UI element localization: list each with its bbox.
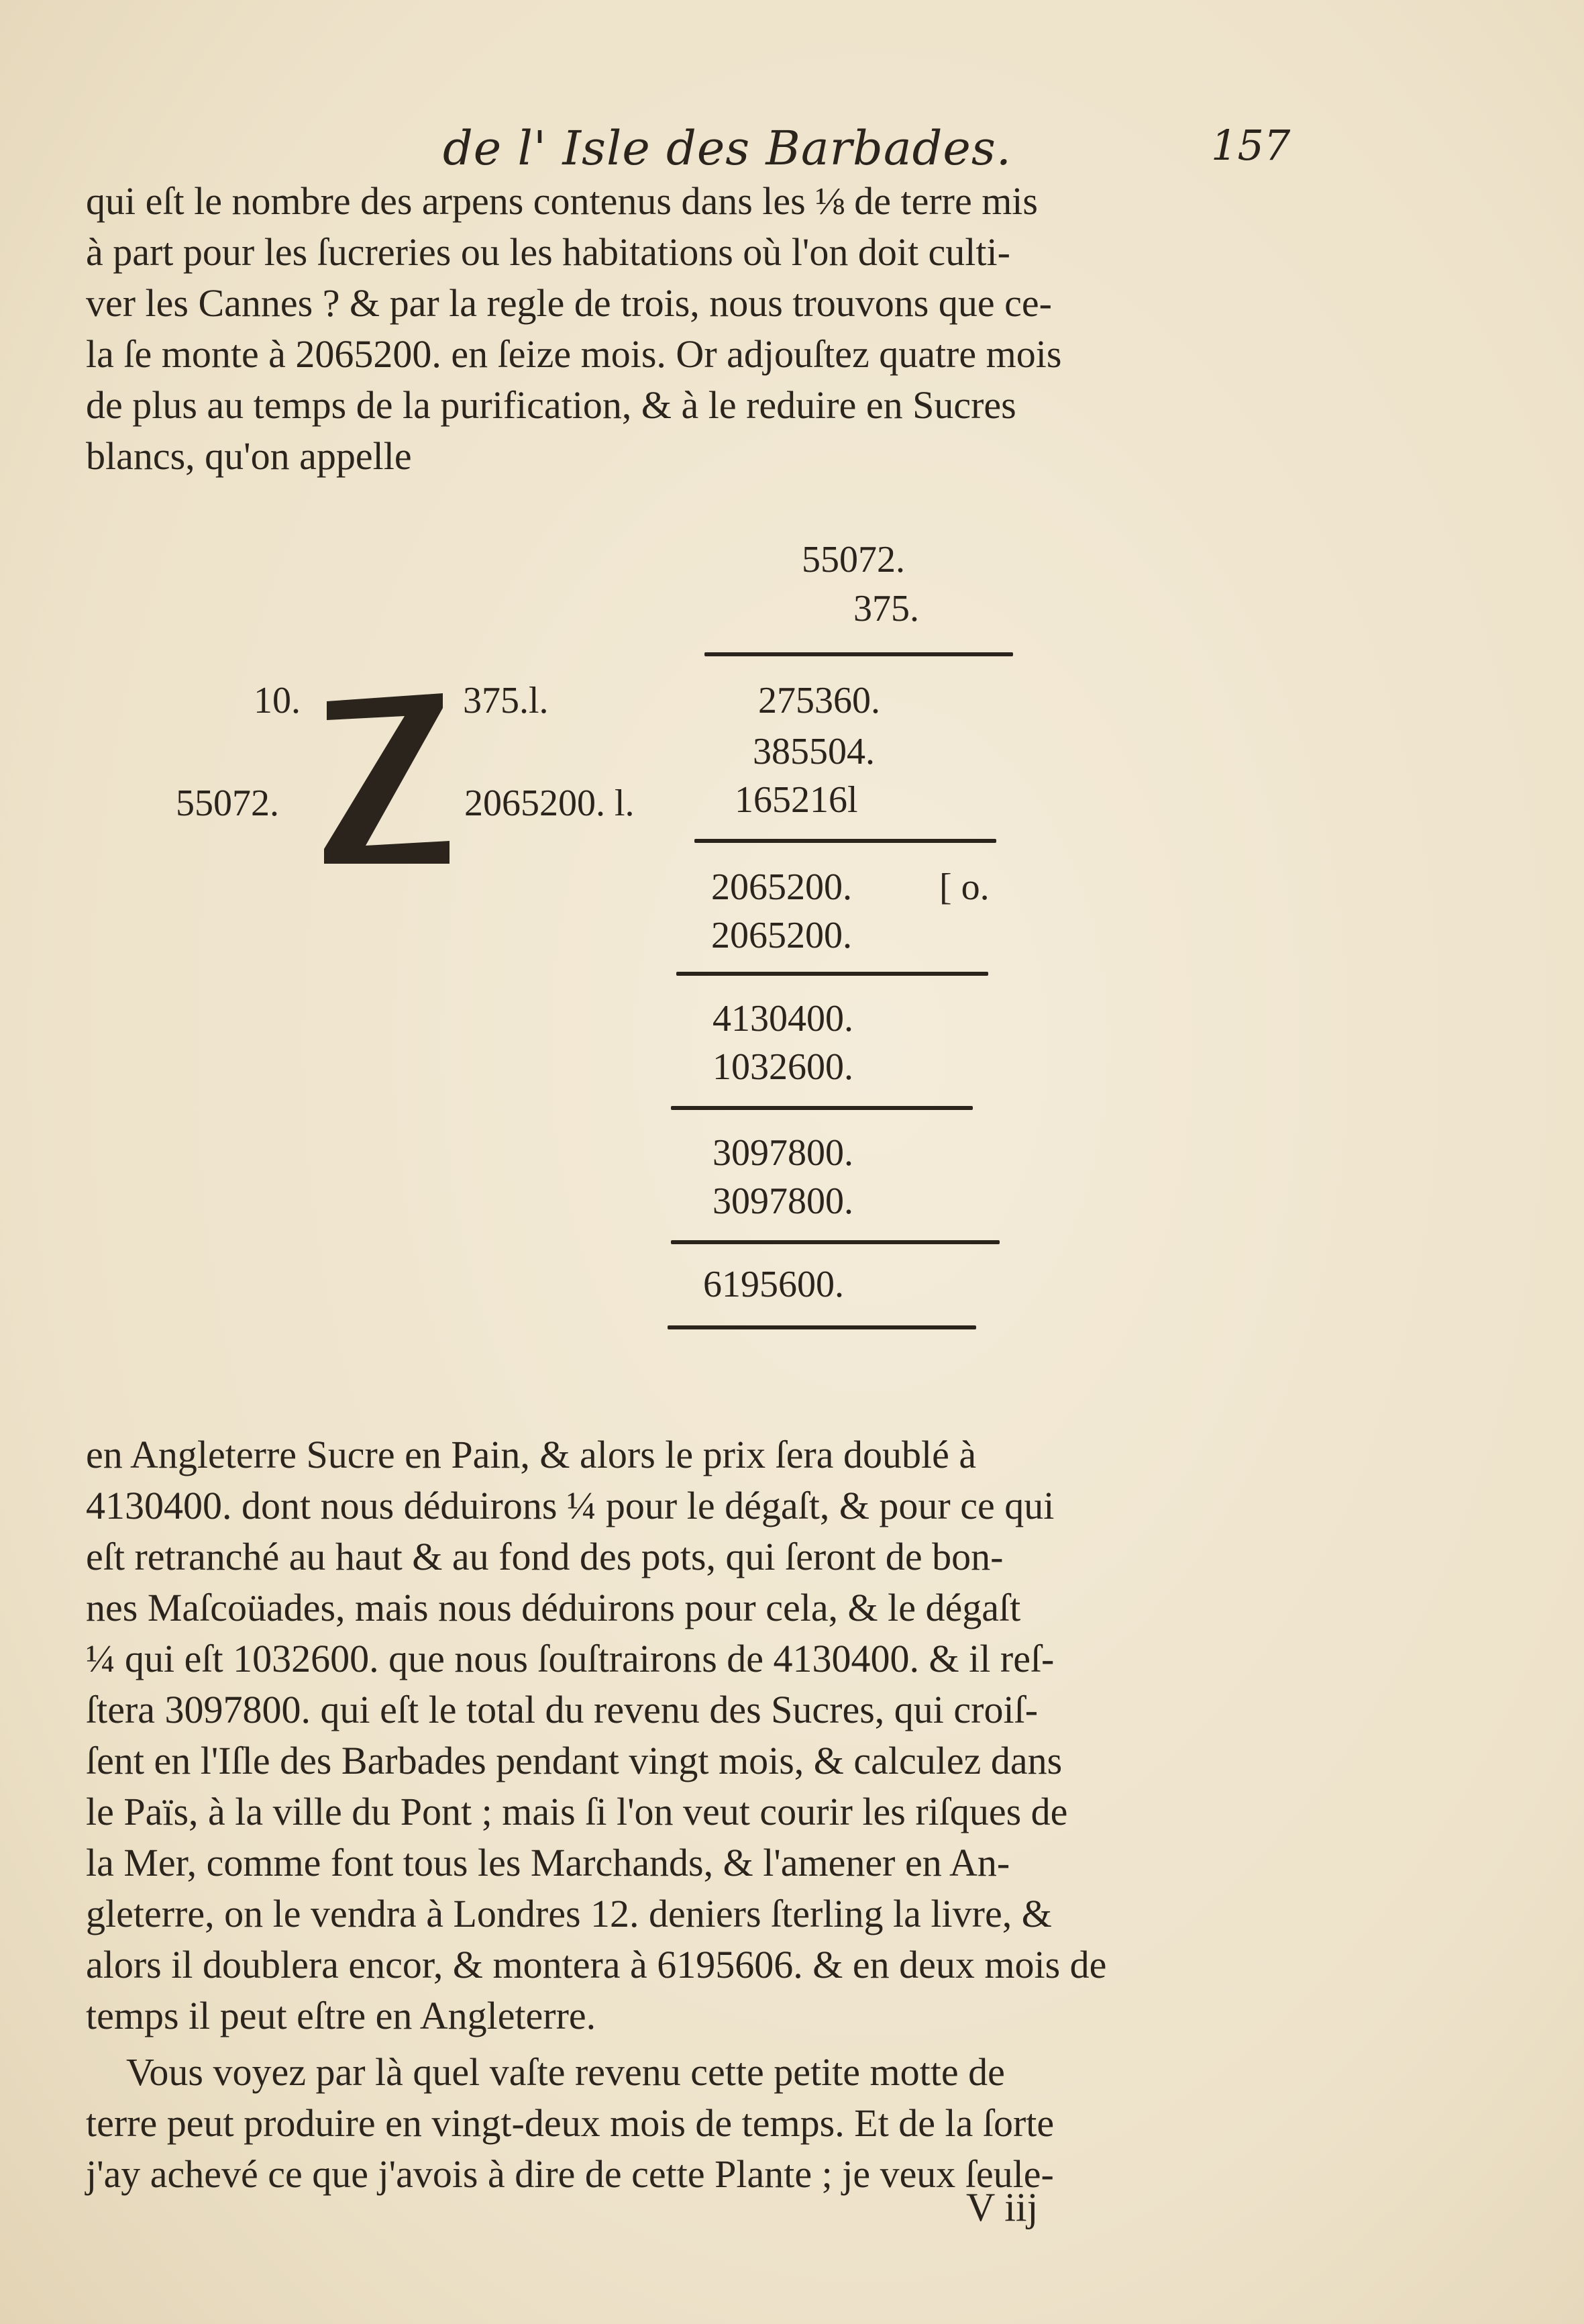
multiplicand: 55072. [802, 539, 905, 580]
rule-line [671, 1106, 973, 1110]
addend: 2065200. [711, 915, 852, 956]
net-value-1: 3097800. [712, 1132, 853, 1174]
rule-line [671, 1240, 1000, 1244]
product-suffix: [ o. [939, 866, 990, 908]
multiplier: 375. [853, 588, 919, 629]
paragraph-3: Vous voyez par là quel vaſte revenu cette petite motte de terre peut produire en vingt-deux mois de temps. Et de la ſorte j'ay achevé ce que j'avois à dire de cette Plante ; je veux ſeule- [86, 2050, 1055, 2196]
partial-product-1: 275360. [758, 680, 880, 721]
rule-line [676, 972, 988, 976]
page-header [87, 121, 1295, 174]
product: 2065200. [711, 866, 852, 908]
rule-line [694, 839, 996, 843]
signature-mark: V iij [966, 2185, 1039, 2229]
deduction: 1032600. [712, 1046, 853, 1088]
paragraph-1: qui eſt le nombre des arpens contenus dans les ⅛ de terre mis à part pour les ſucreries ou les habitations où l'on doit culti- ver les Cannes ? & par la regle de trois, nous trouvons que ce- la ſe monte à 2065200. en ſeize mois. Or adjouſtez quatre mois de plus au temps de la purification, & à le reduire en Sucres blancs, qu'on appelle [86, 179, 1062, 478]
page-number: 157 [1211, 121, 1291, 170]
calculation-block [0, 523, 1584, 1362]
sum: 4130400. [712, 998, 853, 1040]
rule-right-bottom: 2065200. l. [464, 782, 635, 824]
rule-right-top: 375.l. [463, 680, 549, 721]
rule-line [668, 1325, 976, 1329]
net-value-2: 3097800. [712, 1180, 853, 1222]
grand-total: 6195600. [703, 1264, 844, 1305]
paragraph-2: en Angleterre Sucre en Pain, & alors le prix ſera doublé à 4130400. dont nous déduirons ¼ pour le dégaſt, & pour ce qui eſt retranché au haut & au fond des pots, qui ſeront de bon- nes Maſcoüades, mais nous déduirons pour cela, & le dégaſt ¼ qui eſt 1032600. que nous ſouſtrairons de 4130400. & il reſ- ſtera 3097800. qui eſt le total du revenu des Sucres, qui croiſ- ſent en l'Iſle des Barbades pendant vingt mois, & calculez dans le Païs, à la ville du Pont ; mais ſi l'on veut courir les riſques de la Mer, comme font tous les Marchands, & l'amener en An- gleterre, on le vendra à Londres 12. deniers ſterling la livre, & alors il doublera encor, & montera à 6195606. & en deux mois de temps il peut eſtre en Angleterre. [86, 1433, 1107, 2037]
decorative-z-bracket-icon [319, 688, 453, 869]
rule-left-bottom: 55072. [176, 782, 279, 824]
running-title: de l' Isle des Barbades. [443, 121, 1012, 176]
partial-product-3: 165216l [735, 779, 858, 821]
partial-product-2: 385504. [753, 731, 875, 772]
rule-left-top: 10. [254, 680, 301, 721]
rule-line [704, 652, 1013, 656]
